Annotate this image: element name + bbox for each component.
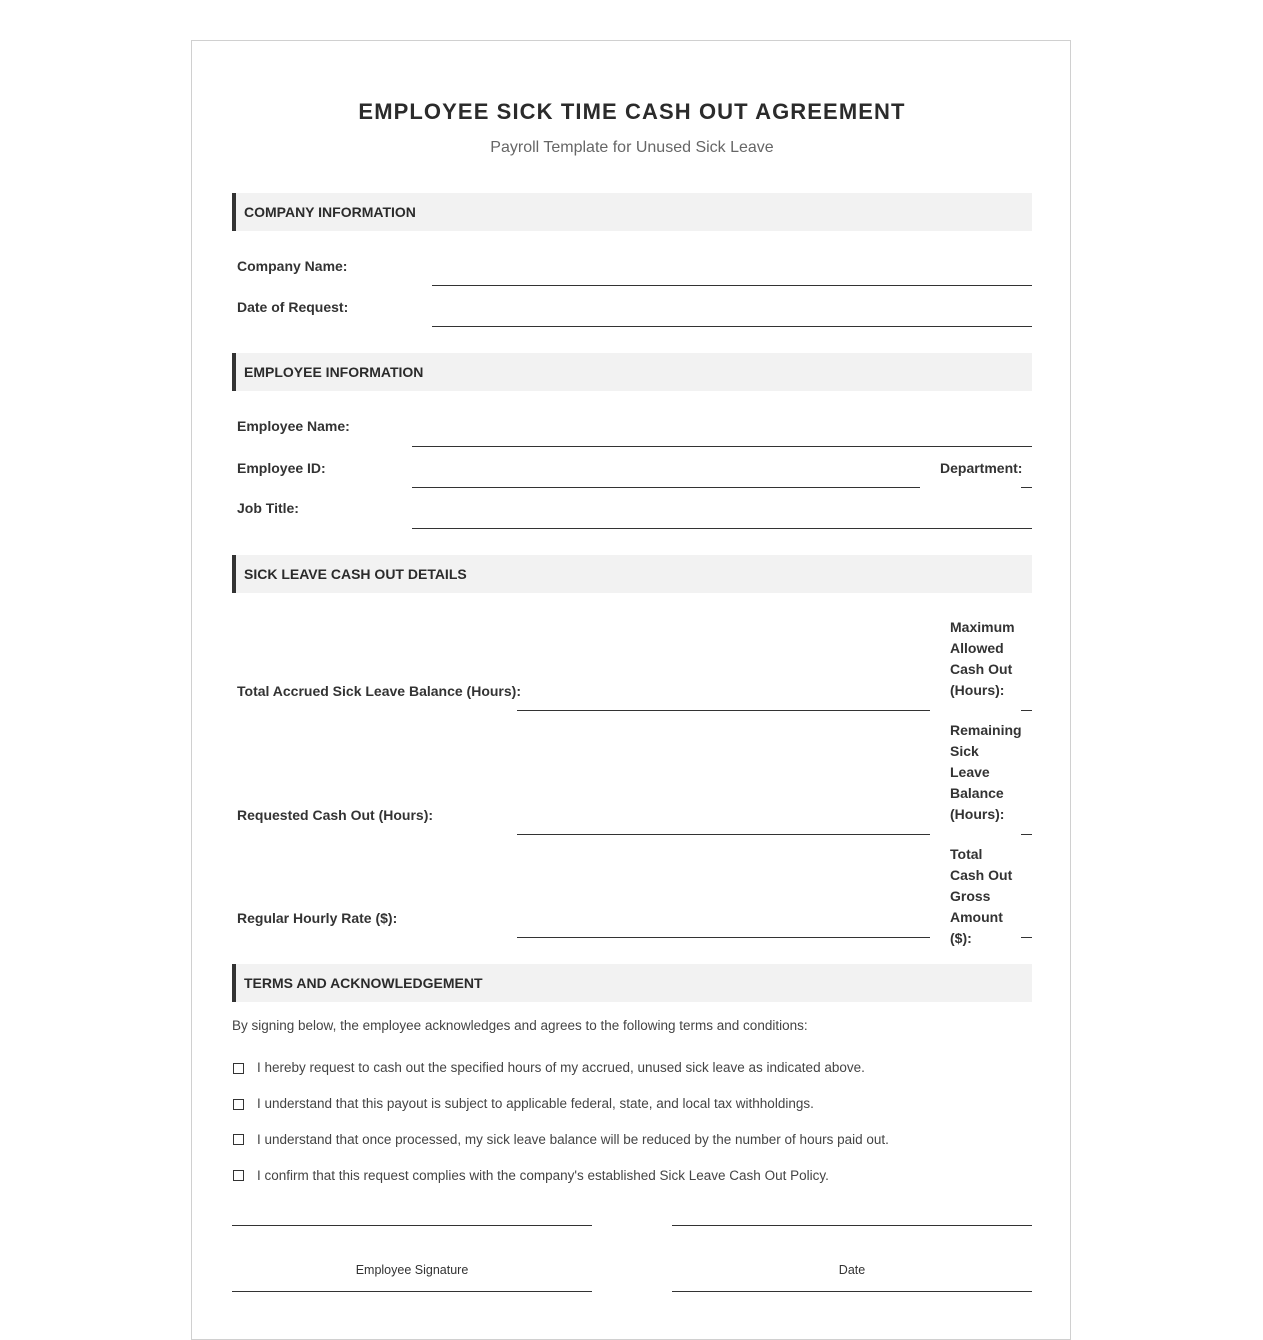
document-subtitle: Payroll Template for Unused Sick Leave: [490, 139, 774, 156]
date-of-request-field[interactable]: [432, 326, 1032, 327]
hourly-rate-label: Regular Hourly Rate ($):: [237, 910, 398, 926]
remaining-balance-field[interactable]: [1021, 834, 1032, 835]
second-date-line[interactable]: [672, 1291, 1032, 1292]
remaining-balance-label: Remaining Sick Leave Balance (Hours):: [950, 722, 1022, 822]
terms-checkbox-3[interactable]: [233, 1134, 244, 1145]
company-name-field[interactable]: [432, 285, 1032, 286]
hourly-rate-field[interactable]: [517, 937, 930, 938]
terms-item-4: I confirm that this request complies with the company's established Sick Leave Cash Out Policy.: [257, 1168, 829, 1183]
date-label: Date: [838, 1263, 866, 1277]
company-name-label: Company Name:: [237, 258, 348, 274]
employee-name-field[interactable]: [412, 446, 1032, 447]
terms-checkbox-2[interactable]: [233, 1099, 244, 1110]
department-label: Department:: [940, 460, 1023, 476]
requested-label: Requested Cash Out (Hours):: [237, 807, 434, 823]
section-heading-cashout: SICK LEAVE CASH OUT DETAILS: [232, 555, 1032, 593]
section-heading-employee: EMPLOYEE INFORMATION: [232, 353, 1032, 391]
terms-item-2: I understand that this payout is subject to applicable federal, state, and local tax withholdings.: [257, 1096, 814, 1111]
terms-item-3: I understand that once processed, my sick leave balance will be reduced by the number of hours paid out.: [257, 1132, 889, 1147]
date-of-request-label: Date of Request:: [237, 299, 349, 315]
employee-id-label: Employee ID:: [237, 460, 326, 476]
section-heading-company: COMPANY INFORMATION: [232, 193, 1032, 231]
terms-checkbox-4[interactable]: [233, 1170, 244, 1181]
second-signature-line[interactable]: [232, 1291, 592, 1292]
agreement-page: [191, 40, 1071, 1340]
job-title-field[interactable]: [412, 528, 1032, 529]
section-heading-terms: TERMS AND ACKNOWLEDGEMENT: [232, 964, 1032, 1002]
max-allowed-field[interactable]: [1021, 710, 1032, 711]
total-accrued-field[interactable]: [517, 710, 930, 711]
terms-checkbox-1[interactable]: [233, 1063, 244, 1074]
employee-name-label: Employee Name:: [237, 418, 350, 434]
employee-signature-line[interactable]: [232, 1225, 592, 1226]
terms-item-1: I hereby request to cash out the specified hours of my accrued, unused sick leave as indicated above.: [257, 1060, 865, 1075]
total-accrued-label: Total Accrued Sick Leave Balance (Hours):: [237, 683, 521, 699]
job-title-label: Job Title:: [237, 500, 299, 516]
employee-id-field[interactable]: [412, 487, 920, 488]
employee-date-line[interactable]: [672, 1225, 1032, 1226]
requested-field[interactable]: [517, 834, 930, 835]
gross-amount-label: Total Cash Out Gross Amount ($):: [950, 846, 1013, 946]
document-title: EMPLOYEE SICK TIME CASH OUT AGREEMENT: [358, 99, 906, 124]
department-field[interactable]: [1021, 487, 1032, 488]
gross-amount-field[interactable]: [1021, 937, 1032, 938]
max-allowed-label: Maximum Allowed Cash Out (Hours):: [950, 619, 1015, 698]
terms-intro: By signing below, the employee acknowledges and agrees to the following terms and conditions:: [232, 1018, 808, 1033]
employee-signature-label: Employee Signature: [355, 1263, 469, 1277]
